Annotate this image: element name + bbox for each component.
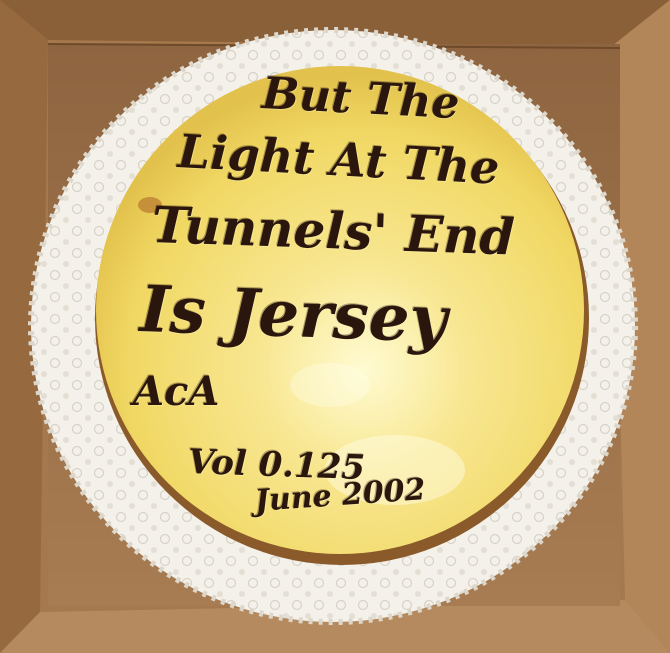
- icing-volume: Vol 0.125: [187, 442, 366, 489]
- icing-line-3: Tunnels' End: [150, 195, 516, 267]
- icing-line-4: Is Jersey: [138, 272, 449, 358]
- icing-line-1: But The: [260, 68, 461, 130]
- cake-glare-small: [290, 363, 370, 407]
- icing-line-2: Light At The: [176, 124, 501, 195]
- icing-initials: AcA: [133, 368, 220, 415]
- icing-date: June 2002: [253, 472, 427, 519]
